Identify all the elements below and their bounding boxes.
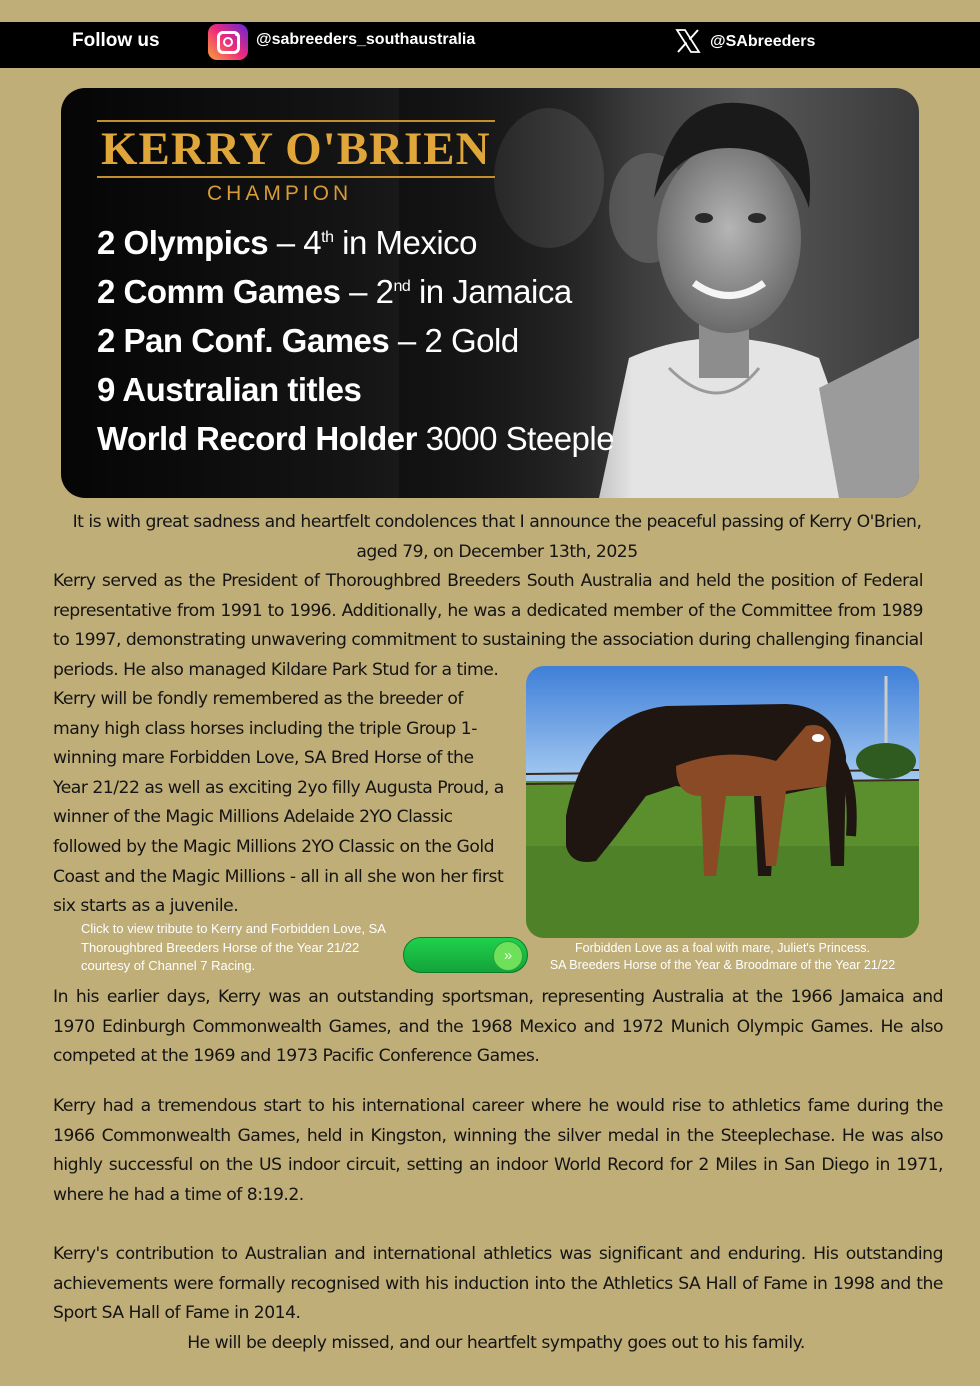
presidency-paragraph: Kerry served as the President of Thoroughbred Breeders South Australia and held the position of Federal representative from 1991 to 1996. Additionally, he was a dedicated member of the Committee from 1989 to 1997, demonstrating unwavering commitment to sustaining the association during challenging financial periods. He also managed Kildare Park Stud for a time. bbox=[53, 571, 923, 680]
social-bar bbox=[0, 22, 980, 68]
horse-photo bbox=[526, 666, 919, 938]
achievement-list bbox=[97, 218, 614, 463]
achievement-line: 2 Pan Conf. Games – 2 Gold bbox=[97, 322, 519, 359]
achievement-line: 9 Australian titles bbox=[97, 371, 362, 408]
x-icon[interactable] bbox=[675, 28, 701, 54]
intro-paragraph: It is with great sadness and heartfelt condolences that I announce the peaceful passing of Kerry O'Brien, aged 79, on December 13th, 2025 bbox=[72, 512, 922, 562]
closing-line: He will be deeply missed, and our heartfelt sympathy goes out to his family. bbox=[187, 1333, 805, 1353]
instagram-handle-link[interactable]: @sabreeders_southaustralia bbox=[256, 31, 476, 48]
achievement-line: World Record Holder 3000 Steeple bbox=[97, 420, 615, 457]
hero-subtitle: CHAMPION bbox=[207, 182, 353, 205]
chevron-right-icon: » bbox=[493, 941, 523, 971]
hero-name: KERRY O'BRIEN bbox=[97, 120, 495, 178]
achievement-line: 2 Olympics – 4th in Mexico bbox=[97, 224, 478, 261]
breeder-paragraph: Kerry will be fondly remembered as the breeder of many high class horses including the triple Group 1-winning mare Forbidden Love, SA Bred Horse of the Year 21/22 as well as exciting 2yo filly Augusta Proud, a winner of the Magic Millions Adelaide 2YO Classic followed by the Magic Millions 2YO Classic on the Gold Coast and the Magic Millions - all in all she won her first six starts as a juvenile. bbox=[53, 689, 504, 917]
achievement-line: 2 Comm Games – 2nd in Jamaica bbox=[97, 273, 572, 310]
x-handle-link[interactable]: @SAbreeders bbox=[710, 33, 816, 50]
hero-banner bbox=[61, 88, 919, 498]
sportsman-paragraph: In his earlier days, Kerry was an outstanding sportsman, representing Australia at the 1966 Jamaica and 1970 Edinburgh Commonwealth Games, and the 1968 Mexico and 1972 Munich Olympic Games. He also competed at the 1969 and 1973 Pacific Conference Games. bbox=[53, 987, 943, 1067]
contribution-paragraph: Kerry's contribution to Australian and international athletics was significant and enduring. His outstanding achievements were formally recognised with his induction into the Athletics SA Hall of Fame in 1998 and the Sport SA Hall of Fame in 2014. bbox=[53, 1244, 943, 1324]
career-paragraph: Kerry had a tremendous start to his international career where he would rise to athletics fame during the 1966 Commonwealth Games, held in Kingston, winning the silver medal in the Steeplechase. He was also highly successful on the US indoor circuit, setting an indoor World Record for 2 Miles in San Diego in 1971, where he had a time of 8:19.2. bbox=[53, 1096, 943, 1205]
follow-label: Follow us bbox=[72, 30, 160, 51]
instagram-icon[interactable] bbox=[208, 24, 248, 60]
video-play-toggle[interactable] bbox=[403, 937, 528, 973]
video-caption: Click to view tribute to Kerry and Forbidden Love, SA Thoroughbred Breeders Horse of the Year 21/22 courtesy of Channel 7 Racing. bbox=[81, 921, 386, 973]
photo-caption: Forbidden Love as a foal with mare, Juliet's Princess. SA Breeders Horse of the Year & Broodmare of the Year 21/22 bbox=[549, 941, 896, 972]
